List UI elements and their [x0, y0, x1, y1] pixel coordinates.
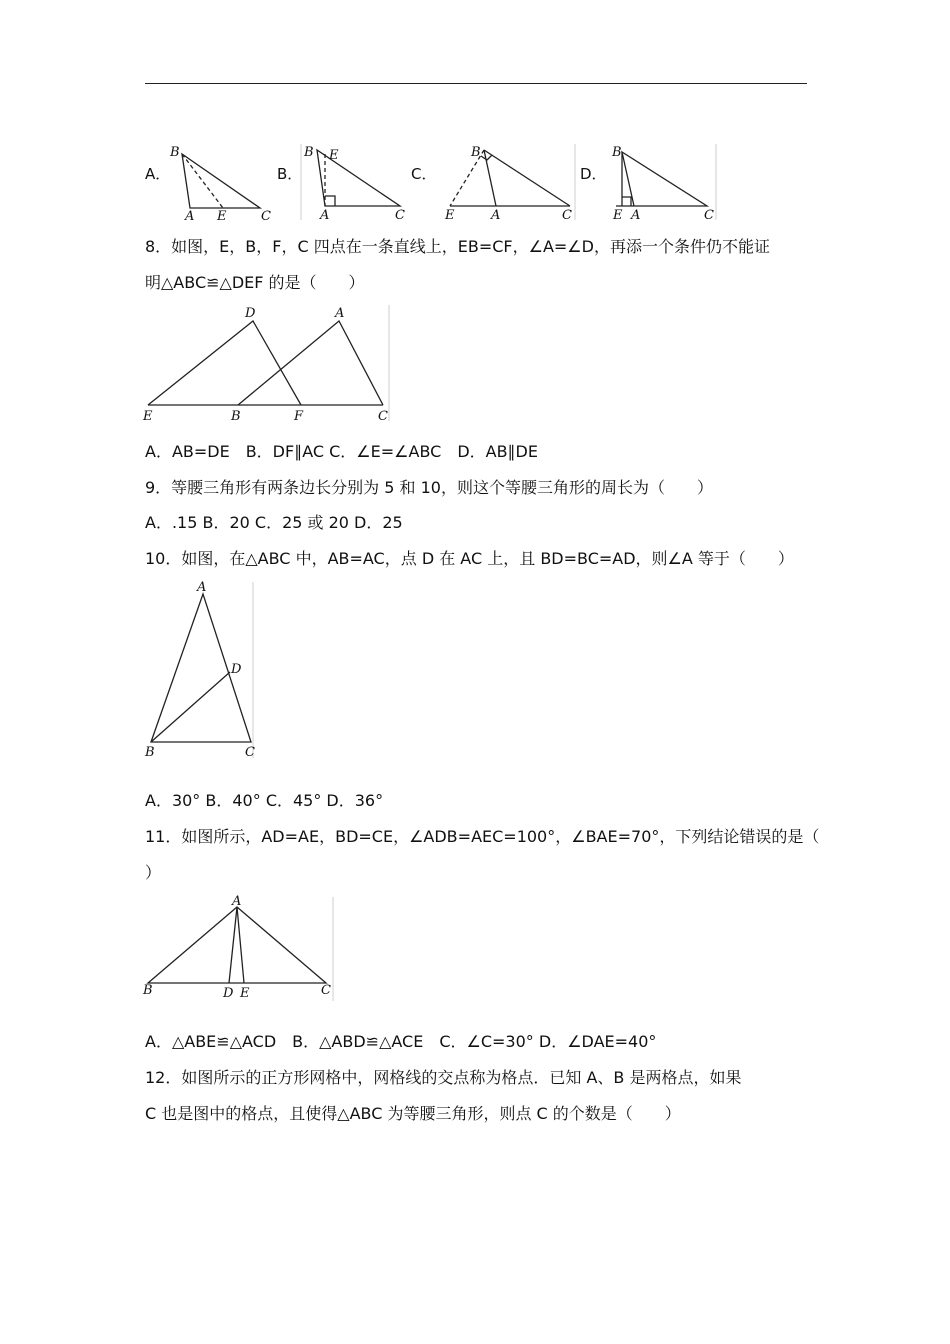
q7b-label-e: E: [329, 148, 339, 163]
q7b-right-angle-mark: [325, 196, 335, 206]
q11-figure: [143, 893, 338, 1005]
q8-label-c: C: [378, 409, 388, 424]
q7c-side-bc: [484, 150, 570, 206]
q8-label-d: D: [245, 306, 256, 321]
q7-figure-d: [604, 142, 719, 222]
q7c-label-c: C: [562, 208, 572, 223]
q8-text-line1: 8．如图，E，B，F，C 四点在一条直线上，EB=CF，∠A=∠D，再添一个条件仍不能证: [145, 237, 770, 256]
q7a-triangle: [182, 154, 260, 208]
q8-figure: [143, 303, 393, 425]
q7-figure-c: [438, 142, 578, 222]
q8-label-a: A: [335, 306, 345, 321]
q10-options: A．30° B．40° C．45° D．36°: [145, 791, 384, 810]
q7d-label-b: B: [612, 145, 622, 160]
q7-option-c-label: C．: [411, 165, 437, 183]
q7a-label-a: A: [185, 209, 195, 224]
q7d-right-angle-mark: [622, 197, 631, 206]
q11-segment-ae: [237, 907, 244, 983]
q7-option-a-label: A．: [145, 165, 171, 183]
q7d-label-c: C: [704, 208, 714, 223]
q11-label-e: E: [240, 986, 250, 1001]
q11-options: A．△ABE≌△ACD B．△ABD≌△ACE C．∠C=30° D．∠DAE=40°: [145, 1032, 657, 1051]
q10-label-d: D: [231, 662, 242, 677]
q11-label-a: A: [232, 894, 242, 909]
q7-option-d-label: D．: [580, 165, 607, 183]
q7a-label-b: B: [170, 145, 180, 160]
q12-text-line2: C 也是图中的格点，且使得△ABC 为等腰三角形，则点 C 的个数是（ ）: [145, 1104, 681, 1123]
q10-label-b: B: [145, 745, 155, 760]
q7a-label-c: C: [261, 209, 271, 224]
q7d-label-e: E: [613, 208, 623, 223]
q10-text-line1: 10．如图，在△ABC 中，AB=AC，点 D 在 AC 上，且 BD=BC=AD，则∠A 等于（ ）: [145, 549, 794, 568]
q11-label-b: B: [143, 983, 153, 998]
q7-figure-a: [165, 142, 280, 222]
q8-label-b: B: [231, 409, 241, 424]
q10-label-c: C: [245, 745, 255, 760]
q7-figure-b: [300, 142, 410, 222]
q8-text-line2: 明△ABC≌△DEF 的是（ ）: [145, 273, 365, 292]
q7c-side-ab: [484, 150, 496, 206]
q10-figure: [143, 578, 258, 763]
q7d-label-a: A: [631, 208, 641, 223]
q7b-label-b: B: [304, 145, 314, 160]
q7b-label-c: C: [395, 208, 405, 223]
q11-label-d: D: [223, 986, 234, 1001]
q7-option-b-label: B．: [277, 165, 303, 183]
q7c-right-angle-mark: [481, 155, 492, 160]
q7c-label-a: A: [491, 208, 501, 223]
q8-options: A．AB=DE B．DF∥AC C．∠E=∠ABC D．AB∥DE: [145, 442, 538, 461]
header-rule: [145, 83, 807, 84]
q7c-label-e: E: [445, 208, 455, 223]
q8-triangle-def: [148, 321, 301, 405]
q11-label-c: C: [321, 983, 331, 998]
q9-text-line1: 9．等腰三角形有两条边长分别为 5 和 10，则这个等腰三角形的周长为（ ）: [145, 478, 713, 497]
q9-options: A．.15 B．20 C．25 或 20 D．25: [145, 513, 403, 532]
q7b-label-a: A: [320, 208, 330, 223]
q8-label-e: E: [143, 409, 153, 424]
q10-label-a: A: [197, 580, 207, 595]
q11-text-line1: 11．如图所示，AD=AE，BD=CE，∠ADB=AEC=100°，∠BAE=70°，下列结论错误的是（: [145, 827, 820, 846]
q11-segment-ad: [229, 907, 237, 983]
q11-text-line2: ）: [145, 863, 162, 882]
q7a-label-e: E: [217, 209, 227, 224]
q8-label-f: F: [294, 409, 304, 424]
q7d-triangle: [622, 152, 707, 206]
q12-text-line1: 12．如图所示的正方形网格中，网格线的交点称为格点．已知 A、B 是两格点，如果: [145, 1068, 742, 1087]
q11-triangle-abc: [148, 907, 326, 983]
q7c-label-b: B: [471, 145, 481, 160]
